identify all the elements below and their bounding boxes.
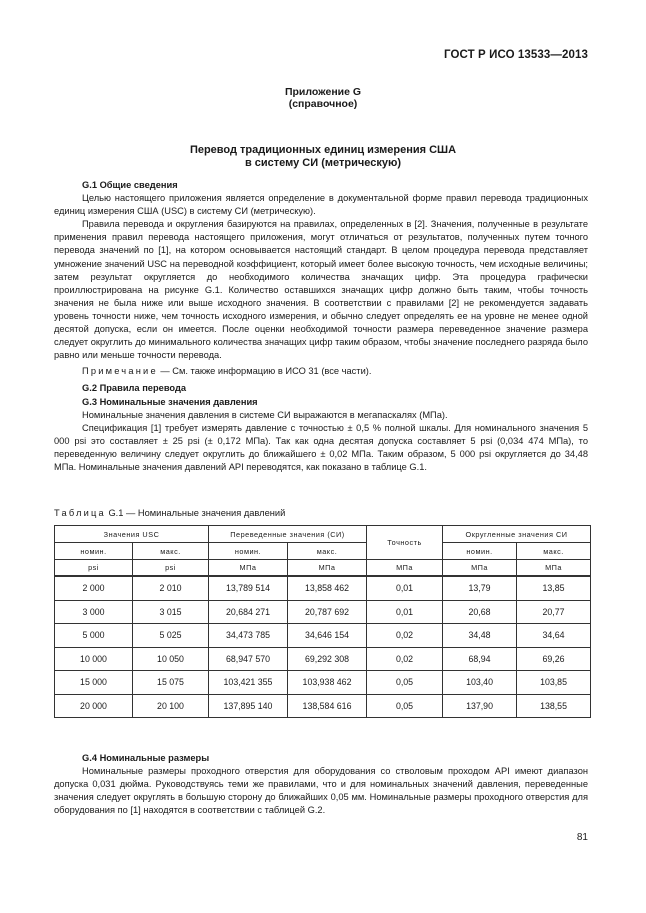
table-cell: 34,646 154 xyxy=(288,624,367,648)
standard-code-header: ГОСТ Р ИСО 13533—2013 xyxy=(443,49,588,61)
title-line-2: в систему СИ (метрическую) xyxy=(244,157,402,169)
sections-g1-g3 xyxy=(54,179,588,474)
table-body xyxy=(55,576,591,718)
g1-note xyxy=(54,365,588,378)
subheader-usc-nominal: номин. xyxy=(55,543,133,560)
appendix-label: Приложение G xyxy=(284,86,362,98)
pressure-table xyxy=(54,525,591,718)
table-cell: 103,938 462 xyxy=(288,671,367,695)
unit-cell: МПа xyxy=(517,560,591,577)
subheader-si-nominal: номин. xyxy=(209,543,288,560)
title-line-1: Перевод традиционных единиц измерения США xyxy=(189,144,457,156)
section-heading-g1: G.1 Общие сведения xyxy=(82,180,178,190)
unit-cell: psi xyxy=(133,560,209,577)
section-heading-g4: G.4 Номинальные размеры xyxy=(82,753,210,763)
table-cell: 2 000 xyxy=(55,576,133,600)
table-cell: 34,48 xyxy=(443,624,517,648)
table-cell: 137,90 xyxy=(443,694,517,718)
table-cell: 137,895 140 xyxy=(209,694,288,718)
table-cell: 13,79 xyxy=(443,576,517,600)
subheader-rounded-nominal: номин. xyxy=(443,543,517,560)
table-cell: 20,68 xyxy=(443,600,517,624)
table-cell: 15 075 xyxy=(133,671,209,695)
table-cell: 0,01 xyxy=(367,600,443,624)
table-cell: 20,684 271 xyxy=(209,600,288,624)
table-cell: 5 000 xyxy=(55,624,133,648)
table-cell: 69,292 308 xyxy=(288,647,367,671)
table-cell: 34,473 785 xyxy=(209,624,288,648)
table-cell: 3 015 xyxy=(133,600,209,624)
table-cell: 10 000 xyxy=(55,647,133,671)
section-heading-g3: G.3 Номинальные значения давления xyxy=(82,396,258,407)
table-cell: 20,77 xyxy=(517,600,591,624)
g1-paragraph-1: Целью настоящего приложения является определение в документальной форме правил перевода традиционных единиц измерения США (USC) в систему СИ (метрическую). xyxy=(54,193,588,217)
g3-paragraph-1: Номинальные значения давления в системе СИ выражаются в мегапаскалях (МПа). xyxy=(82,409,448,420)
table-cell: 20 100 xyxy=(133,694,209,718)
table-row xyxy=(55,600,591,624)
table-cell: 34,64 xyxy=(517,624,591,648)
unit-cell: МПа xyxy=(443,560,517,577)
table-caption-label: Таблица xyxy=(54,508,106,518)
g1-paragraph-2: Правила перевода и округления базируются на правилах, определенных в [2]. Значения, полученные в результате применения правил перевода настоящего приложения, могут отличаться от результатов, полученных путем точного перевода значений по [1], на котором основывается настоящий стандарт. В целом процедура перевода представляет умножение значений USC на переводной коэффициент, который имеет более высокую точность, чем исходные величины; затем результат округляется до необходимого количества значащих цифр. Эта процедура графически проиллюстрирована на рисунке G.1. Количество оставшихся значащих цифр должно быть таким, чтобы точность значения не была ниже или выше исходного значения. В соответствии с правилами [2] не рекомендуется задавать уровень точности ниже, чем точность исходного измерения, и обычно следует определять ее на уровне не менее одной десятой допуска, если он имеется. После оценки необходимой точности размера переведенное значение размера следует округлить до минимального количества значащих цифр таким образом, чтобы значение последнего разряда было равно или меньше точности перевода. xyxy=(54,219,588,361)
table-cell: 20,787 692 xyxy=(288,600,367,624)
table-cell: 103,40 xyxy=(443,671,517,695)
table-cell: 138,584 616 xyxy=(288,694,367,718)
section-heading-g2: G.2 Правила перевода xyxy=(82,383,187,394)
table-cell: 103,85 xyxy=(517,671,591,695)
table-cell: 103,421 355 xyxy=(209,671,288,695)
table-cell: 13,85 xyxy=(517,576,591,600)
header-accuracy: Точность xyxy=(367,526,443,560)
table-caption-text: G.1 — Номинальные значения давлений xyxy=(105,508,286,518)
table-row xyxy=(55,671,591,695)
table-row xyxy=(55,576,591,600)
table-cell: 0,05 xyxy=(367,671,443,695)
unit-cell: psi xyxy=(55,560,133,577)
table-cell: 68,947 570 xyxy=(209,647,288,671)
appendix-type: (справочное) xyxy=(288,98,358,110)
subheader-si-max: макс. xyxy=(288,543,367,560)
table-cell: 0,05 xyxy=(367,694,443,718)
table-cell: 0,01 xyxy=(367,576,443,600)
g4-paragraph-1: Номинальные размеры проходного отверстия для оборудования со стволовым проходом API имеют диапазон допуска 0,031 дюйма. Руководствуясь теми же правилами, что и для номинальных значений давления, переведенные значения следует округлять в большую сторону до ближайших 0,05 мм. Номинальные размеры проходного отверстия для оборудования по [1] находятся в соответствии с таблицей G.2. xyxy=(54,766,588,816)
unit-cell: МПа xyxy=(367,560,443,577)
table-cell: 138,55 xyxy=(517,694,591,718)
appendix-heading xyxy=(0,86,646,110)
unit-cell: МПа xyxy=(209,560,288,577)
table-row xyxy=(55,624,591,648)
table-cell: 15 000 xyxy=(55,671,133,695)
table-cell: 5 025 xyxy=(133,624,209,648)
table-cell: 2 010 xyxy=(133,576,209,600)
table-caption xyxy=(54,508,285,518)
table-cell: 10 050 xyxy=(133,647,209,671)
table-cell: 69,26 xyxy=(517,647,591,671)
table-cell: 20 000 xyxy=(55,694,133,718)
page-number: 81 xyxy=(576,832,588,843)
table-row xyxy=(55,647,591,671)
table-cell: 13,858 462 xyxy=(288,576,367,600)
header-rounded-values: Округленные значения СИ xyxy=(443,526,591,543)
subheader-rounded-max: макс. xyxy=(517,543,591,560)
subheader-usc-max: макс. xyxy=(133,543,209,560)
g3-paragraph-2: Спецификация [1] требует измерять давление с точностью ± 0,5 % полной шкалы. Для номинального значения 5 000 psi это составляет ± 25 psi (± 0,172 МПа). Так как одна десятая допуска составляет 5 psi (0,034 474 МПа), то переведенную величину следует округлить до ближайшего ± 0,02 МПа. Таким образом, 5 000 psi округляется до 34,48 МПа. Номинальные значения давлений API переводятся, как показано в таблице G.1. xyxy=(54,422,588,472)
table-cell: 68,94 xyxy=(443,647,517,671)
table-cell: 0,02 xyxy=(367,624,443,648)
note-text: — См. также информацию в ИСО 31 (все части). xyxy=(157,366,372,377)
header-converted-values: Переведенные значения (СИ) xyxy=(209,526,367,543)
header-usc-values: Значения USC xyxy=(55,526,209,543)
table-cell: 0,02 xyxy=(367,647,443,671)
unit-cell: МПа xyxy=(288,560,367,577)
table-cell: 3 000 xyxy=(55,600,133,624)
note-label: Примечание xyxy=(82,366,158,377)
document-title xyxy=(0,144,646,170)
table-cell: 13,789 514 xyxy=(209,576,288,600)
section-g4 xyxy=(54,752,588,817)
table-row xyxy=(55,694,591,718)
